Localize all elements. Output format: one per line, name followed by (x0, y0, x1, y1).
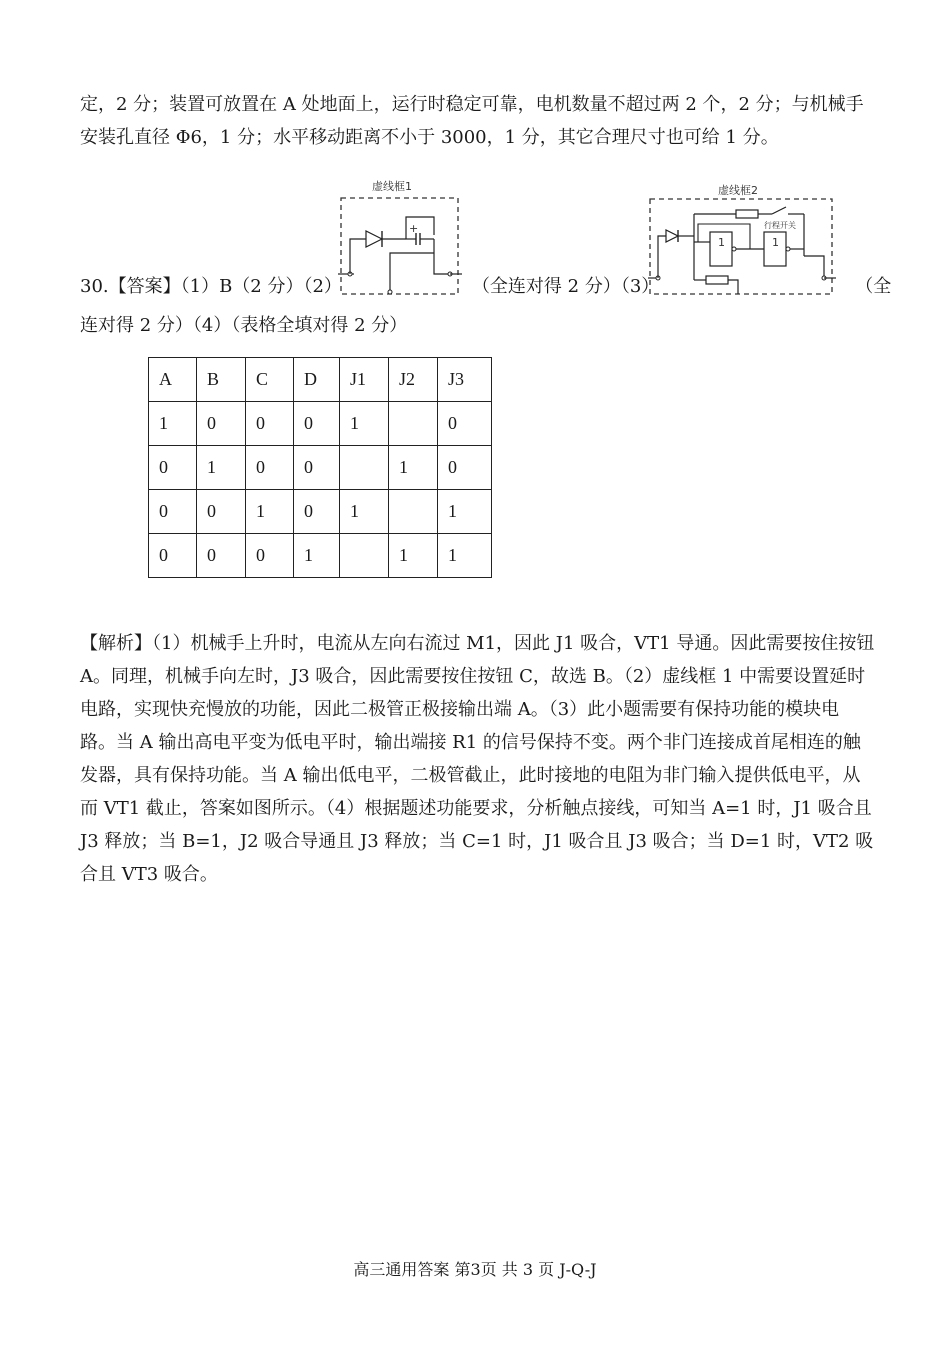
q30-answer-line (80, 270, 891, 303)
table-cell (340, 534, 389, 578)
q30-line2: 连对得 2 分）（4）（表格全填对得 2 分） (80, 315, 408, 336)
frame2-title: 虚线框2 (718, 184, 758, 197)
table-header-cell: J1 (340, 358, 389, 402)
table-cell: 0 (149, 534, 197, 578)
page-footer: 高三通用答案 第3页 共 3 页 J-Q-J (353, 1260, 597, 1279)
table-cell: 0 (149, 446, 197, 490)
table-cell: 0 (197, 534, 246, 578)
truth-table (148, 357, 492, 578)
capacitor-plus-label: + (409, 222, 419, 235)
table-cell: 0 (438, 446, 492, 490)
q30-mid: （全连对得 2 分）（3） (471, 276, 660, 297)
table-header-cell: B (197, 358, 246, 402)
table-row (149, 446, 492, 490)
table-cell (389, 402, 438, 446)
q30-end: （全 (855, 276, 892, 297)
table-cell: 1 (340, 402, 389, 446)
frame1-title: 虚线框1 (372, 180, 412, 193)
analysis-paragraph: 【解析】（1）机械手上升时，电流从左向右流过 M1，因此 J1 吸合，VT1 导通。因此需要按住按钮 A。同理，机械手向左时，J3 吸合，因此需要按住按钮 C，故选 B。（2）虚线框 1 中需要设置延时电路，实现快充慢放的功能，因此二极管正极接输出端 A。（3）此小题需要有保持功能的模块电路。当 A 输出高电平变为低电平时，输出端接 R1 的信号保持不变。两个非门连接成首尾相连的触发器，具有保持功能。当 A 输出低电平，二极管截止，此时接地的电阻为非门输入提供低电平，从而 VT1 截止，答案如图所示。（4）根据题述功能要求，分析触点接线，可知当 A=1 时，J1 吸合且 J3 释放；当 B=1，J2 吸合导通且 J3 释放；当 C=1 时，J1 吸合且 J3 吸合；当 D=1 时，VT2 吸合且 VT3 吸合。 (80, 633, 875, 885)
table-cell: 0 (197, 402, 246, 446)
table-header-row (149, 358, 492, 402)
resistor-icon (736, 210, 758, 218)
table-cell: 0 (294, 490, 340, 534)
diode-icon (666, 230, 678, 242)
table-cell: 0 (246, 534, 294, 578)
table-cell: 1 (294, 534, 340, 578)
table-header-cell: C (246, 358, 294, 402)
limit-switch-icon (772, 207, 804, 214)
table-cell: 1 (438, 490, 492, 534)
table-cell: 0 (197, 490, 246, 534)
table-header-cell: D (294, 358, 340, 402)
table-cell: 1 (340, 490, 389, 534)
table-cell: 0 (438, 402, 492, 446)
table-cell (389, 490, 438, 534)
diode-icon (366, 231, 382, 247)
table-cell: 1 (197, 446, 246, 490)
q30-prefix: 30.【答案】（1）B（2 分）（2） (80, 276, 342, 297)
table-cell: 1 (149, 402, 197, 446)
limit-switch-label: 行程开关 (764, 221, 796, 230)
not-gate-1-label: 1 (718, 236, 725, 249)
not-gate-2-label: 1 (772, 236, 779, 249)
table-row (149, 402, 492, 446)
table-cell: 1 (389, 534, 438, 578)
table-row (149, 534, 492, 578)
table-cell: 1 (438, 534, 492, 578)
table-cell: 1 (246, 490, 294, 534)
table-cell: 0 (294, 446, 340, 490)
table-cell: 0 (246, 402, 294, 446)
intro-paragraph: 定，2 分；装置可放置在 A 处地面上，运行时稳定可靠，电机数量不超过两 2 个，2 分；与机械手安装孔直径 Φ6，1 分；水平移动距离不小于 3000，1 分，其它合理尺寸也可给 1 分。 (80, 94, 864, 148)
table-cell: 0 (149, 490, 197, 534)
table-cell: 0 (246, 446, 294, 490)
table-header-cell: J2 (389, 358, 438, 402)
table-cell: 1 (389, 446, 438, 490)
table-row (149, 490, 492, 534)
table-cell: 0 (294, 402, 340, 446)
table-header-cell: J3 (438, 358, 492, 402)
table-header-cell: A (149, 358, 197, 402)
table-cell (340, 446, 389, 490)
